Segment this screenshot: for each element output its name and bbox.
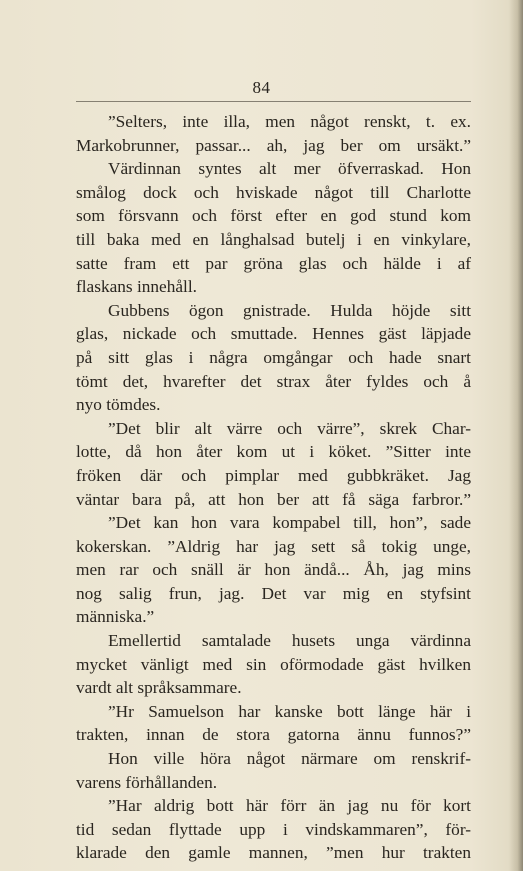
text-line: glas, nickade och smuttade. Hennes gäst läpjade	[76, 324, 471, 344]
text-line: varens förhållanden.	[76, 772, 218, 792]
text-line: kokerskan. ”Aldrig har jag sett så tokig unge,	[76, 536, 471, 556]
text-line: lotte, då hon åter kom ut i köket. ”Sitter inte	[76, 442, 471, 462]
text-line: flaskans innehåll.	[76, 277, 197, 297]
text-line: mycket vänligt med sin oförmodade gäst hvilken	[76, 654, 471, 674]
text-line: vardt alt språksammare.	[76, 678, 242, 698]
text-line: människa.”	[76, 607, 155, 627]
text-line: på sitt glas i några omgångar och hade snart	[76, 347, 471, 367]
text-line: tid sedan flyttade upp i vindskammaren”, för-	[76, 819, 471, 839]
text-line: satte fram ett par gröna glas och hälde i af	[76, 253, 471, 273]
text-line: nyo tömdes.	[76, 395, 161, 415]
text-line: Hon ville höra något närmare om renskrif-	[108, 749, 471, 769]
text-line: ”Det kan hon vara kompabel till, hon”, sade	[108, 513, 471, 533]
text-line: tömt det, hvarefter det strax åter fyldes och å	[76, 371, 471, 391]
text-line: trakten, innan de stora gatorna ännu funnos?”	[76, 725, 471, 745]
text-line: fröken där och pimplar med gubbkräket. Jag	[76, 465, 471, 485]
text-line: som försvann och först efter en god stund kom	[76, 206, 471, 226]
body-text	[76, 110, 471, 865]
text-line: till baka med en långhalsad butelj i en vinkylare,	[76, 229, 471, 249]
text-line: ”Det blir alt värre och värre”, skrek Char-	[108, 418, 471, 438]
text-line: Markobrunner, passar... ah, jag ber om ursäkt.”	[76, 135, 471, 155]
text-line: smålog dock och hviskade något till Charlotte	[76, 182, 471, 202]
page-number: 84	[252, 78, 271, 97]
header-rule	[76, 101, 471, 102]
text-line: ”Selters, inte illa, men något renskt, t. ex.	[108, 112, 471, 131]
text-line: Emellertid samtalade husets unga värdinna	[108, 631, 471, 651]
page-edge-shadow	[509, 0, 523, 871]
text-line: ”Har aldrig bott här förr än jag nu för kort	[108, 796, 471, 816]
text-line: men rar och snäll är hon ändå... Åh, jag mins	[76, 560, 471, 580]
text-line: Gubbens ögon gnistrade. Hulda höjde sitt	[108, 300, 471, 320]
text-line: ”Hr Samuelson har kanske bott länge här i	[108, 701, 471, 721]
text-line: Värdinnan syntes alt mer öfverraskad. Hon	[108, 159, 471, 179]
text-line: väntar bara på, att hon ber att få säga farbror.”	[76, 489, 471, 509]
text-line: nog salig frun, jag. Det var mig en styfsint	[76, 583, 471, 603]
text-line: klarade den gamle mannen, ”men hur trakten	[76, 843, 471, 863]
